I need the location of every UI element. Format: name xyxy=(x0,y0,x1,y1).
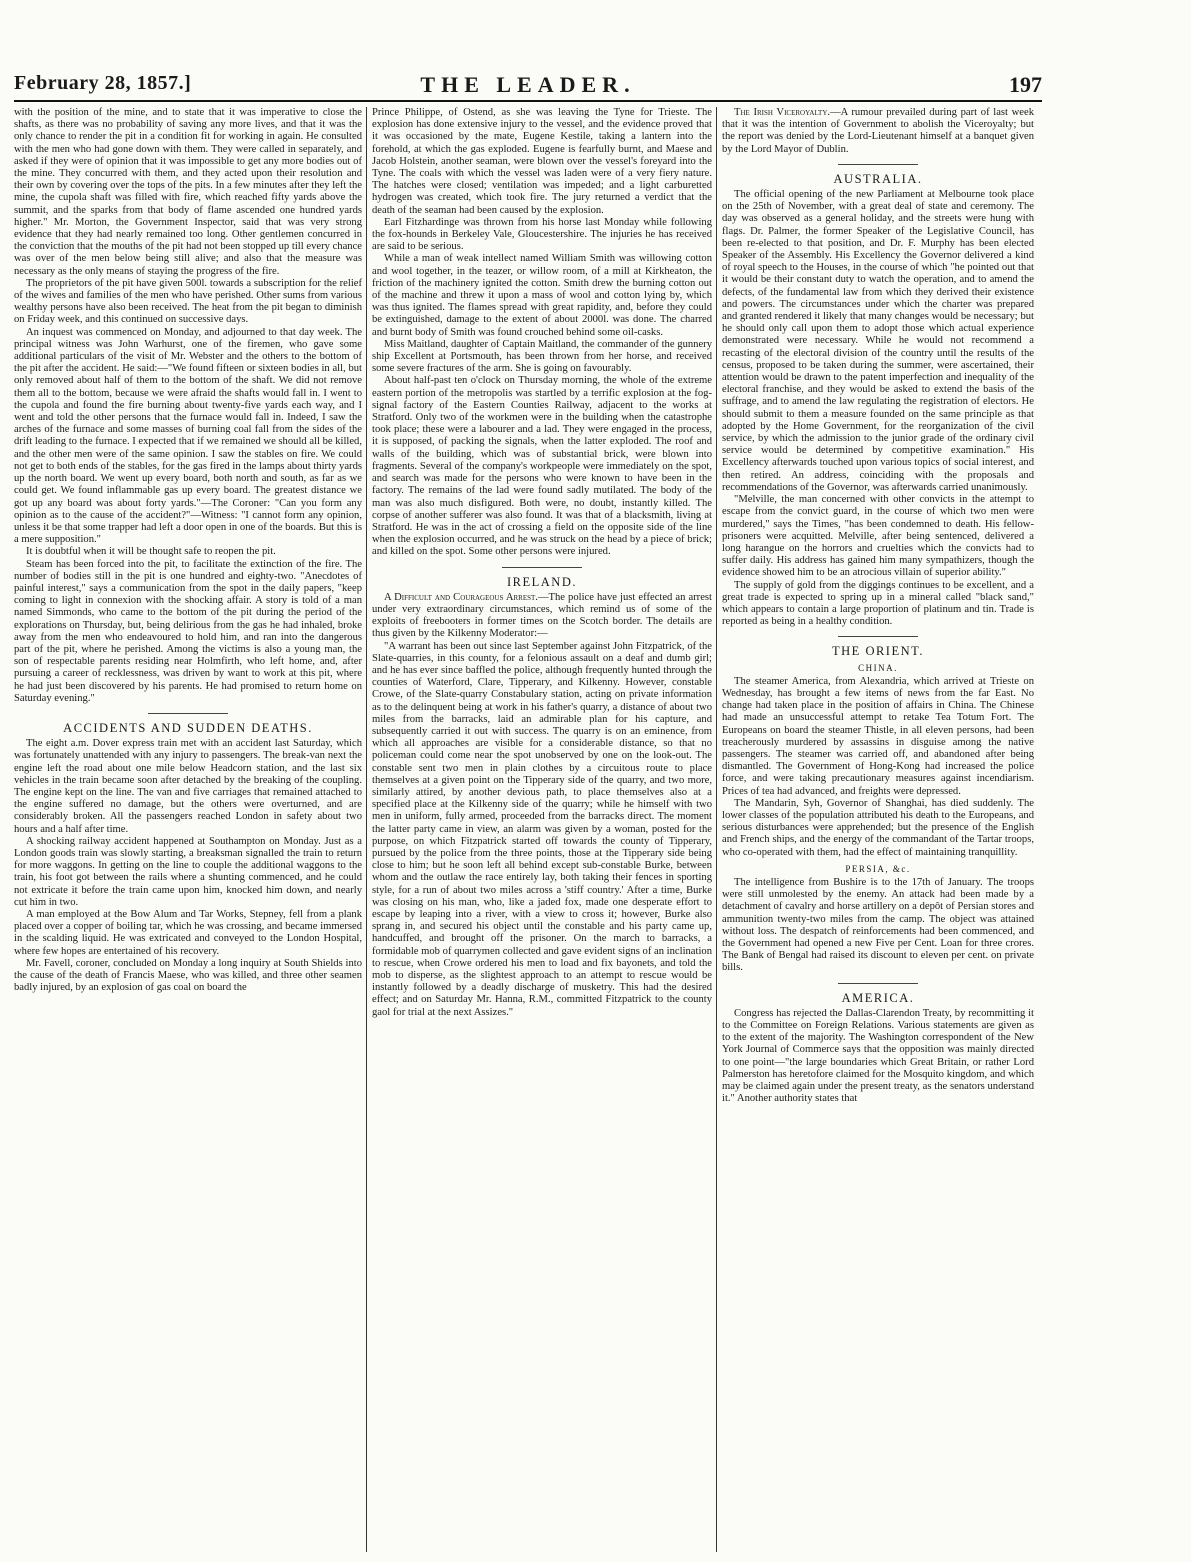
section-rule xyxy=(838,983,918,984)
section-heading-australia: AUSTRALIA. xyxy=(833,171,923,186)
paragraph: Earl Fitzhardinge was thrown from his horse last Monday while following the fox-hounds in Berkeley Vale, Gloucestershire. The injuries he has received are said to be serious. xyxy=(372,216,712,253)
paragraph: The intelligence from Bushire is to the 17th of January. The troops were still unmolested by the enemy. An attack had been made by a detachment of cavalry and horse artillery on a depôt of Persian stores and ammunition twenty-two miles from the camp. The object was attained without loss. The despatch of reinforcements had been commenced, and the Government had opened a new Five per Cent. Loan for three crores. The Bank of Bengal had raised its discount to eleven per cent. on private bills. xyxy=(722,876,1034,974)
column-divider xyxy=(366,107,367,1552)
paragraph: with the position of the mine, and to state that it was imperative to close the shafts, as there was no probability of saving any more lives, and that it was the only chance to render the pit in a condition fit for working in again. He consulted with the men who had gone down with them. They were called in separately, and asked if they were of opinion that it was impossible to get any more bodies out of the mine. They concurred with them, and they acted upon their resolution and their own by covering over the tops of the pits. In a few minutes after they left the mine, the cupola shaft was filled with fire, which reached fifty yards above the summit, and the sparks from that body of flame ascended one hundred yards higher." Mr. Morton, the Government Inspector, said that was very strong evidence that they had nearly remained too long. Other gentlemen concurred in the conviction that the mouths of the pit had not been stopped up till every chance was over of the men below being still alive; and also that the measure was necessary as the only means of staying the progress of the fire. xyxy=(14,107,362,277)
paragraph: The eight a.m. Dover express train met with an accident last Saturday, which was fortunately unattended with any injury to passengers. The break-van next the engine left the road about one mile below Headcorn station, and the last six vehicles in the train became soon after detached by the breaking of the coupling. The engine kept on the line. The van and five carriages that remained attached to the engine suffered no damage, but the others were overturned, and are considerably broken. All the passengers reached London in safety about two hours and a half after time. xyxy=(14,738,362,835)
paragraph: A man employed at the Bow Alum and Tar Works, Stepney, fell from a plank placed over a copper of boiling tar, which he was crossing, and became immersed in the scalding liquid. He was extricated and conveyed to the London Hospital, where few hopes are entertained of his recovery. xyxy=(14,909,362,957)
masthead-title: THE LEADER. xyxy=(420,72,636,97)
issue-date: February 28, 1857.] xyxy=(14,72,192,94)
section-heading-america: AMERICA. xyxy=(841,990,915,1005)
paragraph: "Melville, the man concerned with other convicts in the attempt to escape from the convict guard, in the course of which two men were murdered," says the Times, "has been condemned to death. His fellow-prisoners were acquitted. Melville, after being sentenced, delivered a long harangue on the horrors and cruelties which the convicts had to suffer daily. His address has gained him many sympathizers, though the evidence showed him to be an atrocious villain of superior ability." xyxy=(722,494,1034,579)
article-lead: A Difficult and Courageous Arrest. xyxy=(384,591,538,603)
article-text: —The police have just effected an arrest under very extraordinary circumstances, which remind us of some of the exploits of freebooters in former times on the Scotch border. The details are thus given by the Kilkenny Moderator:— xyxy=(372,591,712,640)
paragraph: It is doubtful when it will be thought safe to reopen the pit. xyxy=(26,546,276,558)
column-3 xyxy=(722,107,1034,1552)
section-rule xyxy=(502,567,582,568)
header-rule xyxy=(14,100,1042,102)
article-lead: The Irish Viceroyalty. xyxy=(734,107,831,118)
paragraph: While a man of weak intellect named William Smith was willowing cotton and wool together, in the teazer, or willow room, of a mill at Kirkheaton, the friction of the machinery ignited the cotton. Smith drew the burning cotton out of the machine and threw it upon a mass of wool and cotton lying by, which was thus ignited. The flames spread with great rapidity, and, before they could be extinguished, damage to the extent of about 2000l. was done. The charred and burnt body of Smith was found crouched behind some oil-casks. xyxy=(372,253,712,338)
page-header xyxy=(14,72,1042,100)
section-heading-ireland: IRELAND. xyxy=(507,574,577,589)
subheading-china: CHINA. xyxy=(858,662,898,673)
section-rule xyxy=(838,164,918,165)
column-2 xyxy=(372,107,712,1552)
paragraph: Miss Maitland, daughter of Captain Maitland, the commander of the gunnery ship Excellent at Portsmouth, has been thrown from her horse, and received some severe fractures of the arm. She is going on favourably. xyxy=(372,338,712,375)
paragraph xyxy=(372,592,712,641)
paragraph: A shocking railway accident happened at Southampton on Monday. Just as a London goods train was slowly starting, a breaksman signalled the train to return for more waggons. In getting on the line to couple the additional waggons to the train, his foot got between the rails where a shunting commenced, and he could not extricate it before the train came upon him, knocked him down, and nearly cut him in two. xyxy=(14,835,362,908)
paragraph: Congress has rejected the Dallas-Clarendon Treaty, by recommitting it to the Committee on Foreign Relations. Various statements are given as to the extent of the majority. The Washington correspondent of the New York Journal of Commerce says that the opposition was mainly directed to one point—"the large boundaries which Great Britain, or rather Lord Palmerston has heretofore claimed for the Mosquito kingdom, and which may be claimed again under the present treaty, as the senators understand it." Another authority states that xyxy=(722,1007,1034,1105)
paragraph: The official opening of the new Parliament at Melbourne took place on the 25th of November, with a great deal of state and ceremony. The day was observed as a general holiday, and the streets were hung with flags. Dr. Palmer, the former Speaker of the Legislative Council, has been re-elected to that position, and Dr. F. Murphy has been elected Speaker of the Assembly. His Excellency the Governor delivered a kind of royal speech to the Houses, in the course of which "he pointed out that it would be their constant duty to watch the operation, and to amend the defects, of the fundamental law from which they derived their existence and powers. The circumstances under which the charter was prepared and granted rendered it likely that many changes would be necessary; but he should only call upon them to adopt those which actual experience demonstrated were necessary. While he would not recommend a recasting of the electoral division of the country until the results of the census, proposed to be taken during the summer, were ascertained, their attention would be drawn to the patent imperfection and inequality of the electoral franchise, and they would be asked to extend the basis of the suffrage, and to amend the law regulating the registration of electors. He should submit to them a measure founded on the same principle as that adopted by the Home Government, for the reorganization of the civil service, by which the admission to the junior grade of the ordinary civil service would be determined by competitive examination." His Excellency afterwards touched upon various topics of social interest, and then retired. An address, coinciding with the proposals and recommendations of the Governor, was afterwards carried unanimously. xyxy=(722,189,1034,493)
paragraph: The supply of gold from the diggings continues to be excellent, and a great trade is expected to spring up in a mineral called "black sand," which appears to contain a large proportion of platinum and tin. Trade is reported as being in a healthy condition. xyxy=(722,579,1034,628)
article-text: —A rumour prevailed during part of last week that it was the intention of Government to abolish the Viceroyalty; but the report was denied by the Lord-Lieutenant himself at a banquet given by the Lord Mayor of Dublin. xyxy=(722,107,1034,155)
paragraph: Mr. Favell, coroner, concluded on Monday a long inquiry at South Shields into the cause of the death of Francis Maese, who was killed, and three other seamen badly injured, by an explosion of gas coal on board the xyxy=(14,957,362,994)
paragraph: The proprietors of the pit have given 500l. towards a subscription for the relief of the wives and families of the men who have perished. Other sums from various wealthy persons have also been received. The heat from the pit began to diminish on Friday week, and this continued on successive days. xyxy=(14,277,362,326)
paragraph: Steam has been forced into the pit, to facilitate the extinction of the fire. The number of bodies still in the pit is one hundred and eighty-two. "Anecdotes of painful interest," says a communication from the spot in the daily papers, "keep coming to light in connexion with the shocking affair. A story is told of a man named Simmonds, who came to the bottom of the pit during the period of the explorations on Thursday, but, being delirious from the gas he had inhaled, broke away from the men who endeavoured to hold him, and ran into the dangerous part of the pit, where he perished. Among the victims is also a young man, the son of respectable parents residing near Holmfirth, who left home, and, after pursuing a career of recklessness, was driven by want to work at this pit, where he had just been discovered by his parents. He had promised to return home on Saturday evening." xyxy=(14,558,362,704)
paragraph: The steamer America, from Alexandria, which arrived at Trieste on Wednesday, has brought a few items of news from the far East. No change had taken place in the position of affairs in China. The Chinese had made an unsuccessful attempt to retake Tea Totum Fort. The Europeans on board the steamer Thistle, in all eleven persons, had been treacherously murdered by assassins in disguise among the native passengers. The steamer was carried off, and abandoned after being dismantled. The Government of Hong-Kong had increased the police force, and were taking precautionary measures against incendiarism. Prices of tea had advanced, and freights were depressed. xyxy=(722,675,1034,797)
section-rule xyxy=(838,636,918,637)
paragraph: Prince Philippe, of Ostend, as she was leaving the Tyne for Trieste. The explosion has done extensive injury to the vessel, and the evidence proved that it was occasioned by the mate, Eugene Kestile, taking a lantern into the forehold, at which the gas exploded. Eugene is fearfully burnt, and Maese and Jacob Holstein, another seaman, were blown over the vessel's foreyard into the Tyne. The coals with which the vessel was laden were of a very fiery nature. The hatches were closed; ventilation was impeded; and a light carburetted hydrogen was created, which took fire. The jury returned a verdict that the death of the seaman had been caused by the explosion. xyxy=(372,107,712,216)
section-rule xyxy=(148,713,228,714)
paragraph: About half-past ten o'clock on Thursday morning, the whole of the extreme eastern portion of the metropolis was startled by a terrific explosion at the fog-signal factory of the Eastern Counties Railway, adjacent to the works at Stratford. Only two of the workmen were in the building when the catastrophe took place; these were a labourer and a lad. They were engaged in the process, it is supposed, of packing the signals, when the latter exploded. The roof and walls of the building, which was of substantial brick, were blown into fragments. Several of the company's workpeople were immediately on the spot, and search was made for the persons who were known to have been in the factory. The remains of the lad were found sadly mutilated. The body of the man was also much disfigured. Both were, no doubt, instantly killed. The corpse of another sufferer was also found. It was that of a blacksmith, living at Stratford. He was in the act of crossing a field on the opposite side of the line when the explosion occurred, and he was struck on the head by a piece of brick; and killed on the spot. Some other persons were injured. xyxy=(372,375,712,558)
column-divider xyxy=(716,107,717,1552)
paragraph: The Mandarin, Syh, Governor of Shanghai, has died suddenly. The lower classes of the population attributed his death to the Europeans, and serious disturbances were apprehended; but the presence of the English and French ships, and the energy of the commandant of the Tartar troops, who co-operated with them, had the effect of maintaining tranquillity. xyxy=(722,797,1034,858)
section-heading-accidents: ACCIDENTS AND SUDDEN DEATHS. xyxy=(63,720,313,735)
paragraph xyxy=(722,107,1034,156)
page-number: 197 xyxy=(1009,72,1042,97)
section-heading-orient: THE ORIENT. xyxy=(832,644,924,659)
paragraph: An inquest was commenced on Monday, and adjourned to that day week. The principal witness was John Warhurst, one of the firemen, who gave some additional particulars of the visit of Mr. Webster and the others to the bottom of the pit after the accident. He said:—"We found fifteen or sixteen bodies in all, but only removed about half of them to the bottom of the shaft. We did not remove them all to the bottom, because we were afraid the shafts would fall in. I went to the cupola and found the fire burning about twenty-five yards each way, and I went and told the other persons that the furnace would fall in. Indeed, I saw the arches of the furnace and some masses of burning coal fall from the sides of the drift leading to the furnace. I expected that if we remained we should all be killed, and the other men were of the same opinion. I saw the stables on fire. We could not get to both ends of the stables, for the gas fired in the lamps about thirty yards up the north board. We went up every board, both north and south, as far as we could get. We found inflammable gas up every board. The greatest distance we got up any board was about forty yards."—The Coroner: "Can you form any opinion as to the cause of the accident?"—Witness: "I cannot form any opinion, unless it be that some trapper had left a door open in one of the boards. But this is a mere supposition." xyxy=(14,326,362,546)
subheading-persia: PERSIA, &c. xyxy=(845,863,911,874)
column-1 xyxy=(14,107,362,1552)
paragraph: "A warrant has been out since last September against John Fitzpatrick, of the Slate-quarries, in this county, for a felonious assault on a deaf and dumb girl; and he has ever since baffled the police, although frequently hunted through the counties of Waterford, Clare, Tipperary, and Kilkenny. However, constable Crowe, of the Slate-quarry Constabulary station, acting on private information as to the delinquent being at work in his father's quarry, a distance of about two miles from the barracks, laid an admirable plan for his capture, and subsequently carried it out with success. The quarry is on an eminence, from which all approaches are visible for a considerable distance, so that no policeman could come near the spot unobserved by one on the look-out. The constable sent two men in plain clothes by a circuitous route to place themselves at a given point on the Tipperary side of the quarry, and two more, similarly attired, by another devious path, to place themselves also at a specified place at the Kilkenny side of the quarry; while he himself with two men in uniform, fully armed, proceeded from the barracks direct. The moment the latter party came in view, an alarm was given by a woman, posted for the purpose, on which Fitzpatrick started off towards the county of Tipperary, pursued by the police from the three points, those at the Tipperary side being close to him; but he soon left all behind except sub-constable Burke, between whom and the outlaw the race entirely lay, both taking their fences in sporting style, for a run of about two miles across a 'stiff country.' After a time, Burke was closing on his man, who, like a jaded fox, made one desperate effort to escape by leaping into a river, with a view to cross it; however, Burke also sprang in, and secured his object until the constable and his party came up, handcuffed, and brought off the prisoner. On the march to barracks, a formidable mob of quarrymen collected and gave evident signs of an inclination to rescue, when Crowe ordered his men to load and fix bayonets, and told the mob to disperse, as the slightest approach to an attempt to rescue would be instantly followed by a deadly discharge of musketry. This had the desired effect; and on Saturday Mr. Hanna, R.M., committed Fitzpatrick to the county gaol for trial at the next Assizes." xyxy=(372,640,712,1018)
